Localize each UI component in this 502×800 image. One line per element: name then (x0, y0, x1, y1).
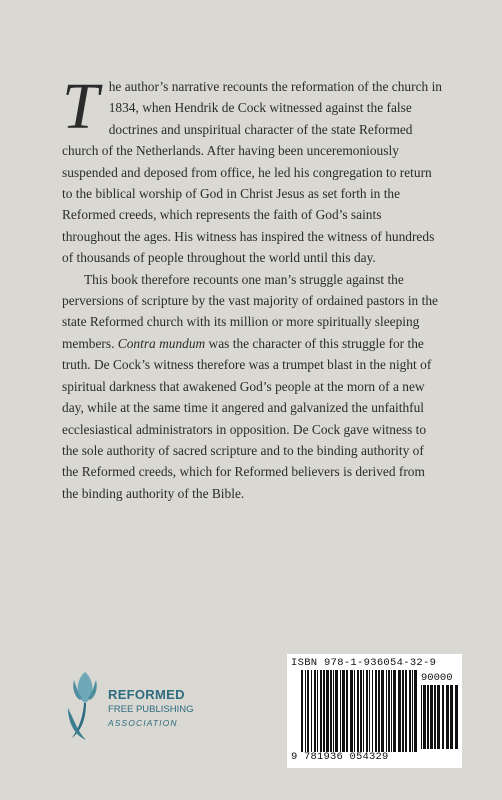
publisher-logo (64, 662, 234, 746)
drop-cap: T (62, 70, 99, 143)
publisher-name-line-1: REFORMED (108, 687, 185, 702)
tulip-icon (64, 668, 106, 744)
paragraph-2-text-b: was the character of this struggle for the truth. De Cock’s witness therefore was a trumpet blast in the night of spiritual darkness that awakened God’s people at the morn of a new day, while at the same time it angered and galvanized the unfaithful ecclesiastical administrators in opposition. De Cock gave witness to the sole authority of sacred scripture and to the binding authority of the Reformed creeds, which for Reformed believers is derived from the binding authority of the Bible. (62, 335, 432, 501)
back-cover-blurb (62, 70, 442, 504)
blurb-paragraph-2 (62, 269, 442, 504)
price-code: 90000 (421, 672, 453, 684)
paragraph-2-italic: Contra mundum (117, 335, 206, 351)
paragraph-1-text: he author’s narrative recounts the reformation of the church in 1834, when Hendrik de Cock witnessed against the false doctrines and unspiritual character of the state Reformed church of the Netherlands. After having been unceremoniously suspended and deposed from office, he led his congregation to return to the biblical worship of God in Christ Jesus as set forth in the Reformed creeds, which represents the faith of God’s saints throughout the ages. His witness has inspired the witness of hundreds of thousands of people throughout the world until this day. (62, 79, 442, 266)
publisher-name-line-3: ASSOCIATION (108, 717, 178, 728)
blurb-paragraph-1 (62, 70, 442, 269)
ean-barcode-bars (301, 670, 417, 752)
paragraph-2-text-a: This book therefore recounts one man’s struggle against the perversions of scripture by the vast majority of ordained pastors in the state Reformed church with its million or more spiritually sleeping members. (62, 271, 438, 351)
publisher-name (108, 688, 194, 727)
barcode-digits: 9 781936 054329 (291, 751, 389, 763)
isbn-text: ISBN 978-1-936054-32-9 (291, 657, 437, 669)
addon-barcode-bars (421, 685, 459, 749)
isbn-barcode (287, 654, 462, 768)
publisher-name-line-2: FREE PUBLISHING (108, 704, 194, 715)
